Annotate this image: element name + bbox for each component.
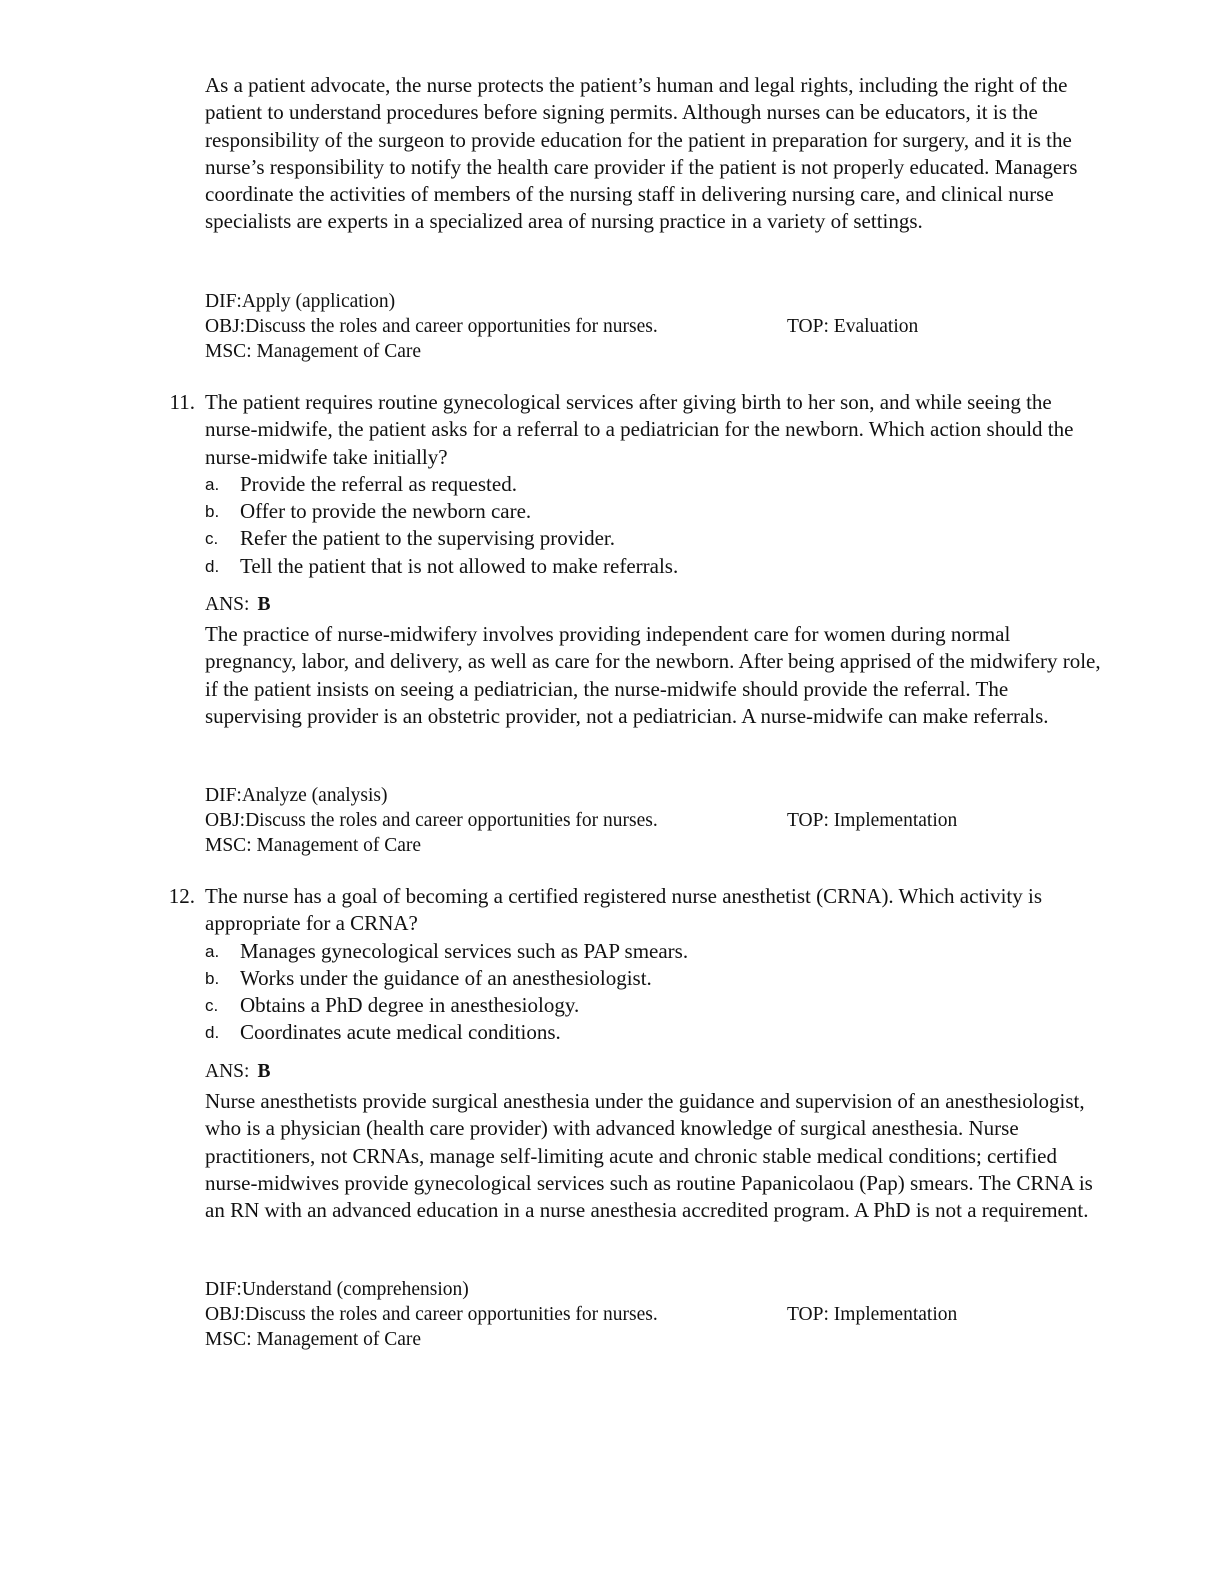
option-text: Works under the guidance of an anesthesiologist. bbox=[240, 965, 652, 990]
option-text: Manages gynecological services such as PAP smears. bbox=[240, 938, 689, 963]
question-11 bbox=[155, 389, 1105, 618]
rationale-text: As a patient advocate, the nurse protects the patient’s human and legal rights, including the right of the patient to understand procedures before signing permits. Although nurses can be educators, it is the responsibility of the surgeon to provide education for the patient in preparation for surgery, and it is the nurse’s responsibility to notify the health care provider if the patient is not properly educated. Managers coordinate the activities of members of the nursing staff in delivering nursing care, and clinical nurse specialists are experts in a specialized area of nursing practice in a variety of settings. bbox=[205, 73, 1078, 234]
option-text: Refer the patient to the supervising provider. bbox=[240, 526, 615, 551]
objective-line: OBJ:Discuss the roles and career opportunities for nurses. bbox=[205, 1304, 658, 1325]
option-a bbox=[205, 938, 1105, 965]
option-d bbox=[205, 1019, 1105, 1046]
difficulty-line: DIF:Analyze (analysis) bbox=[205, 785, 388, 806]
rationale-text: Nurse anesthetists provide surgical anesthesia under the guidance and supervision of an anesthesiologist, who is a physician (health care provider) with advanced knowledge of surgical anesthesia. Nurse practitioners, not CRNAs, manage self-limiting acute and chronic stable medical conditions; certified nurse-midwives provide gynecological services such as routine Papanicolaou (Pap) smears. The CRNA is an RN with an advanced education in a nurse anesthesia accredited program. A PhD is not a requirement. bbox=[205, 1089, 1093, 1223]
answer-label: ANS: bbox=[205, 594, 250, 616]
answer-options bbox=[205, 471, 1105, 580]
msc-line: MSC: Management of Care bbox=[205, 1329, 422, 1350]
option-letter: d. bbox=[205, 556, 220, 576]
option-text: Offer to provide the newborn care. bbox=[240, 499, 532, 524]
option-letter: a. bbox=[205, 474, 220, 494]
question-metadata bbox=[205, 1277, 1105, 1352]
option-d bbox=[205, 553, 1105, 580]
option-text: Tell the patient that is not allowed to make referrals. bbox=[240, 553, 679, 578]
answer-label: ANS: bbox=[205, 1060, 250, 1082]
topic-line: TOP: Implementation bbox=[787, 810, 958, 831]
question-number: 12. bbox=[168, 884, 195, 908]
objective-row bbox=[205, 808, 1105, 833]
topic-line: TOP: Implementation bbox=[787, 1304, 958, 1325]
option-a bbox=[205, 471, 1105, 498]
option-letter: b. bbox=[205, 502, 220, 522]
difficulty-line: DIF:Understand (comprehension) bbox=[205, 1279, 469, 1300]
question-stem: The patient requires routine gynecological services after giving birth to her son, and while seeing the nurse-midwife, the patient asks for a referral to a pediatrician for the newborn. Which action should the nurse-midwife take initially? bbox=[205, 390, 1074, 469]
answer-value: B bbox=[257, 594, 271, 616]
option-text: Provide the referral as requested. bbox=[240, 471, 517, 496]
option-text: Coordinates acute medical conditions. bbox=[240, 1020, 561, 1045]
msc-line: MSC: Management of Care bbox=[205, 341, 422, 362]
objective-line: OBJ:Discuss the roles and career opportunities for nurses. bbox=[205, 810, 658, 831]
topic-line: TOP: Evaluation bbox=[787, 316, 919, 337]
option-letter: c. bbox=[205, 529, 219, 549]
question-metadata bbox=[205, 783, 1105, 858]
question-stem: The nurse has a goal of becoming a certified registered nurse anesthetist (CRNA). Which activity is appropriate for a CRNA? bbox=[205, 884, 1043, 936]
answer-line bbox=[205, 590, 1105, 618]
option-c bbox=[205, 525, 1105, 552]
answer-line bbox=[205, 1057, 1105, 1085]
option-letter: d. bbox=[205, 1023, 220, 1043]
option-text: Obtains a PhD degree in anesthesiology. bbox=[240, 993, 580, 1018]
option-c bbox=[205, 992, 1105, 1019]
question-number: 11. bbox=[169, 390, 195, 414]
difficulty-line: DIF:Apply (application) bbox=[205, 291, 396, 312]
msc-line: MSC: Management of Care bbox=[205, 835, 422, 856]
option-b bbox=[205, 498, 1105, 525]
objective-line: OBJ:Discuss the roles and career opportunities for nurses. bbox=[205, 316, 658, 337]
rationale-text: The practice of nurse-midwifery involves providing independent care for women during normal pregnancy, labor, and delivery, as well as care for the newborn. After being apprised of the midwifery role, if the patient insists on seeing a pediatrician, the nurse-midwife should provide the referral. The supervising provider is an obstetric provider, not a pediatrician. A nurse-midwife can make referrals. bbox=[205, 622, 1101, 728]
question-12 bbox=[155, 883, 1105, 1085]
question-metadata bbox=[205, 289, 1105, 364]
objective-row bbox=[205, 314, 1105, 339]
option-letter: c. bbox=[205, 996, 219, 1016]
option-letter: b. bbox=[205, 968, 220, 988]
answer-options bbox=[205, 938, 1105, 1047]
option-letter: a. bbox=[205, 941, 220, 961]
option-b bbox=[205, 965, 1105, 992]
answer-value: B bbox=[257, 1060, 271, 1082]
objective-row bbox=[205, 1302, 1105, 1327]
